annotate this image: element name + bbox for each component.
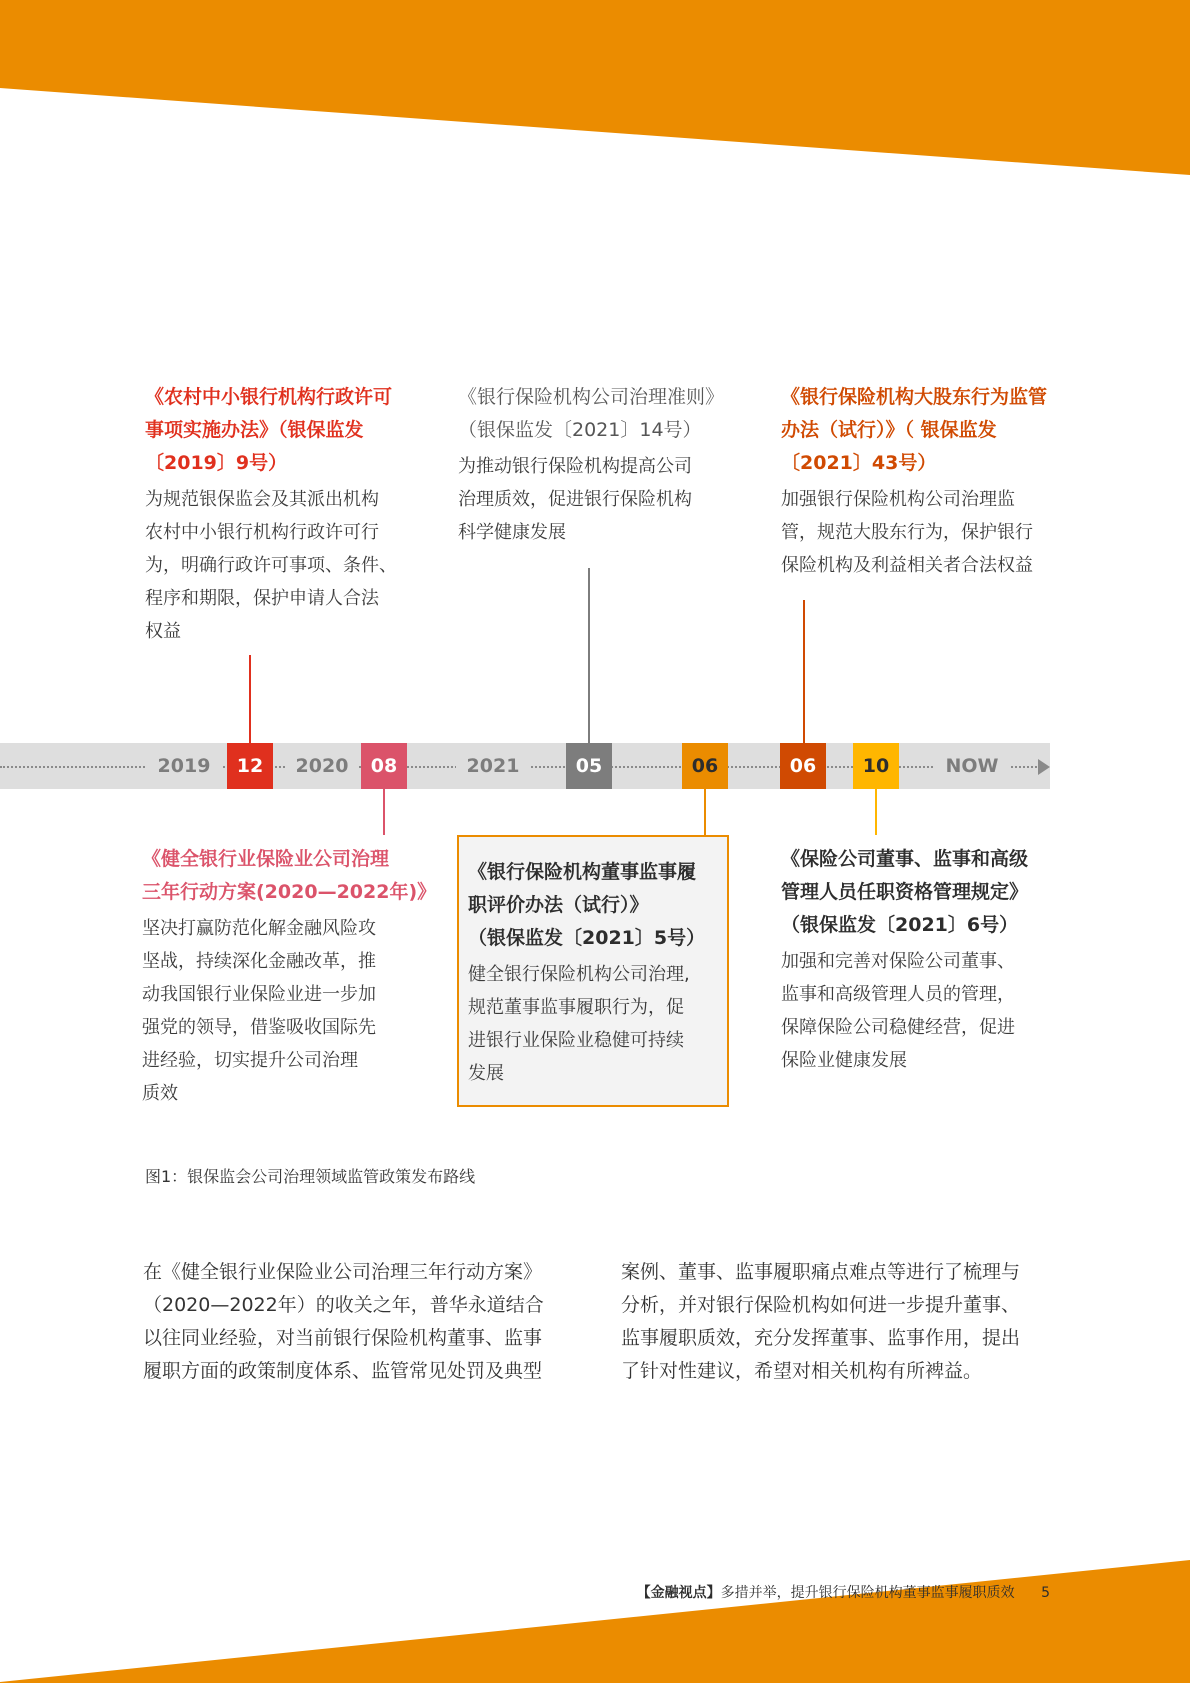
timeline-marker: 06 bbox=[682, 743, 728, 789]
connector-line bbox=[803, 600, 805, 743]
connector-line bbox=[588, 568, 590, 743]
body-paragraph-right: 案例、董事、监事履职痛点难点等进行了梳理与 分析，并对银行保险机构如何进一步提升董事、 监事履职质效，充分发挥董事、监事作用，提出 了针对性建议，希望对相关机构有所裨益。 bbox=[621, 1261, 1021, 1382]
policy-description: 健全银行保险机构公司治理, 规范董事监事履职行为，促 进银行业保险业稳健可持续 发展 bbox=[468, 964, 690, 1084]
footer-label: 【金融视点】 bbox=[636, 1585, 721, 1601]
policy-block-three-year-plan bbox=[142, 843, 437, 1110]
connector-line bbox=[875, 789, 877, 835]
timeline-marker: 06 bbox=[780, 743, 826, 789]
timeline-arrow-icon bbox=[1038, 759, 1050, 775]
policy-block-rural-banks bbox=[145, 381, 415, 648]
figure-caption: 图1：银保监会公司治理领域监管政策发布路线 bbox=[145, 1167, 476, 1186]
timeline-marker: 10 bbox=[853, 743, 899, 789]
policy-title: 《健全银行业保险业公司治理 三年行动方案(2020—2022年)》 bbox=[142, 848, 437, 903]
page-number: 5 bbox=[1041, 1585, 1050, 1601]
timeline-marker: 08 bbox=[361, 743, 407, 789]
policy-description: 坚决打赢防范化解金融风险攻 坚战，持续深化金融改革，推 动我国银行业保险业进一步加 强党的领导，借鉴吸收国际先 进经验，切实提升公司治理 质效 bbox=[142, 918, 376, 1104]
timeline-year: 2021 bbox=[456, 743, 530, 789]
policy-block-insurance-qualification bbox=[781, 843, 1071, 1077]
policy-title: 《银行保险机构大股东行为监管 办法（试行）》（ 银保监发 〔2021〕43号） bbox=[781, 386, 1048, 474]
policy-block-director-evaluation bbox=[468, 856, 723, 1090]
policy-description: 加强和完善对保险公司董事、 监事和高级管理人员的管理， 保障保险公司稳健经营，促进 保险业健康发展 bbox=[781, 951, 1015, 1071]
policy-block-major-shareholders bbox=[781, 381, 1061, 582]
connector-line bbox=[249, 655, 251, 743]
policy-description: 加强银行保险机构公司治理监 管，规范大股东行为，保护银行 保险机构及利益相关者合法权益 bbox=[781, 489, 1033, 576]
timeline-marker: 05 bbox=[566, 743, 612, 789]
connector-line bbox=[704, 789, 706, 835]
timeline-marker: 12 bbox=[227, 743, 273, 789]
policy-block-governance-guidelines bbox=[458, 381, 748, 549]
policy-title: 《银行保险机构董事监事履 职评价办法（试行）》 （银保监发〔2021〕5号） bbox=[468, 861, 706, 949]
policy-title: 《保险公司董事、监事和高级 管理人员任职资格管理规定》 （银保监发〔2021〕6号） bbox=[781, 848, 1029, 936]
timeline-year: 2019 bbox=[147, 743, 221, 789]
policy-title: 《银行保险机构公司治理准则》 （银保监发〔2021〕14号） bbox=[458, 386, 725, 441]
policy-description: 为推动银行保险机构提高公司 治理质效，促进银行保险机构 科学健康发展 bbox=[458, 456, 692, 543]
body-paragraph-left: 在《健全银行业保险业公司治理三年行动方案》 （2020—2022年）的收关之年，普华永道结合 以往同业经验，对当前银行保险机构董事、监事 履职方面的政策制度体系、监管常见处罚及典型 bbox=[143, 1261, 544, 1382]
bottom-orange-band bbox=[0, 1560, 1190, 1683]
page-footer bbox=[620, 1582, 1050, 1602]
connector-line bbox=[383, 789, 385, 835]
top-orange-band bbox=[0, 0, 1190, 180]
timeline-year: NOW bbox=[935, 743, 1009, 789]
footer-title: 多措并举，提升银行保险机构董事监事履职质效 bbox=[720, 1585, 1015, 1601]
policy-description: 为规范银保监会及其派出机构 农村中小银行机构行政许可行 为，明确行政许可事项、条件、 程序和期限，保护申请人合法 权益 bbox=[145, 489, 397, 642]
timeline-year: 2020 bbox=[285, 743, 359, 789]
policy-title: 《农村中小银行机构行政许可 事项实施办法》（银保监发 〔2019〕9号） bbox=[145, 386, 393, 474]
